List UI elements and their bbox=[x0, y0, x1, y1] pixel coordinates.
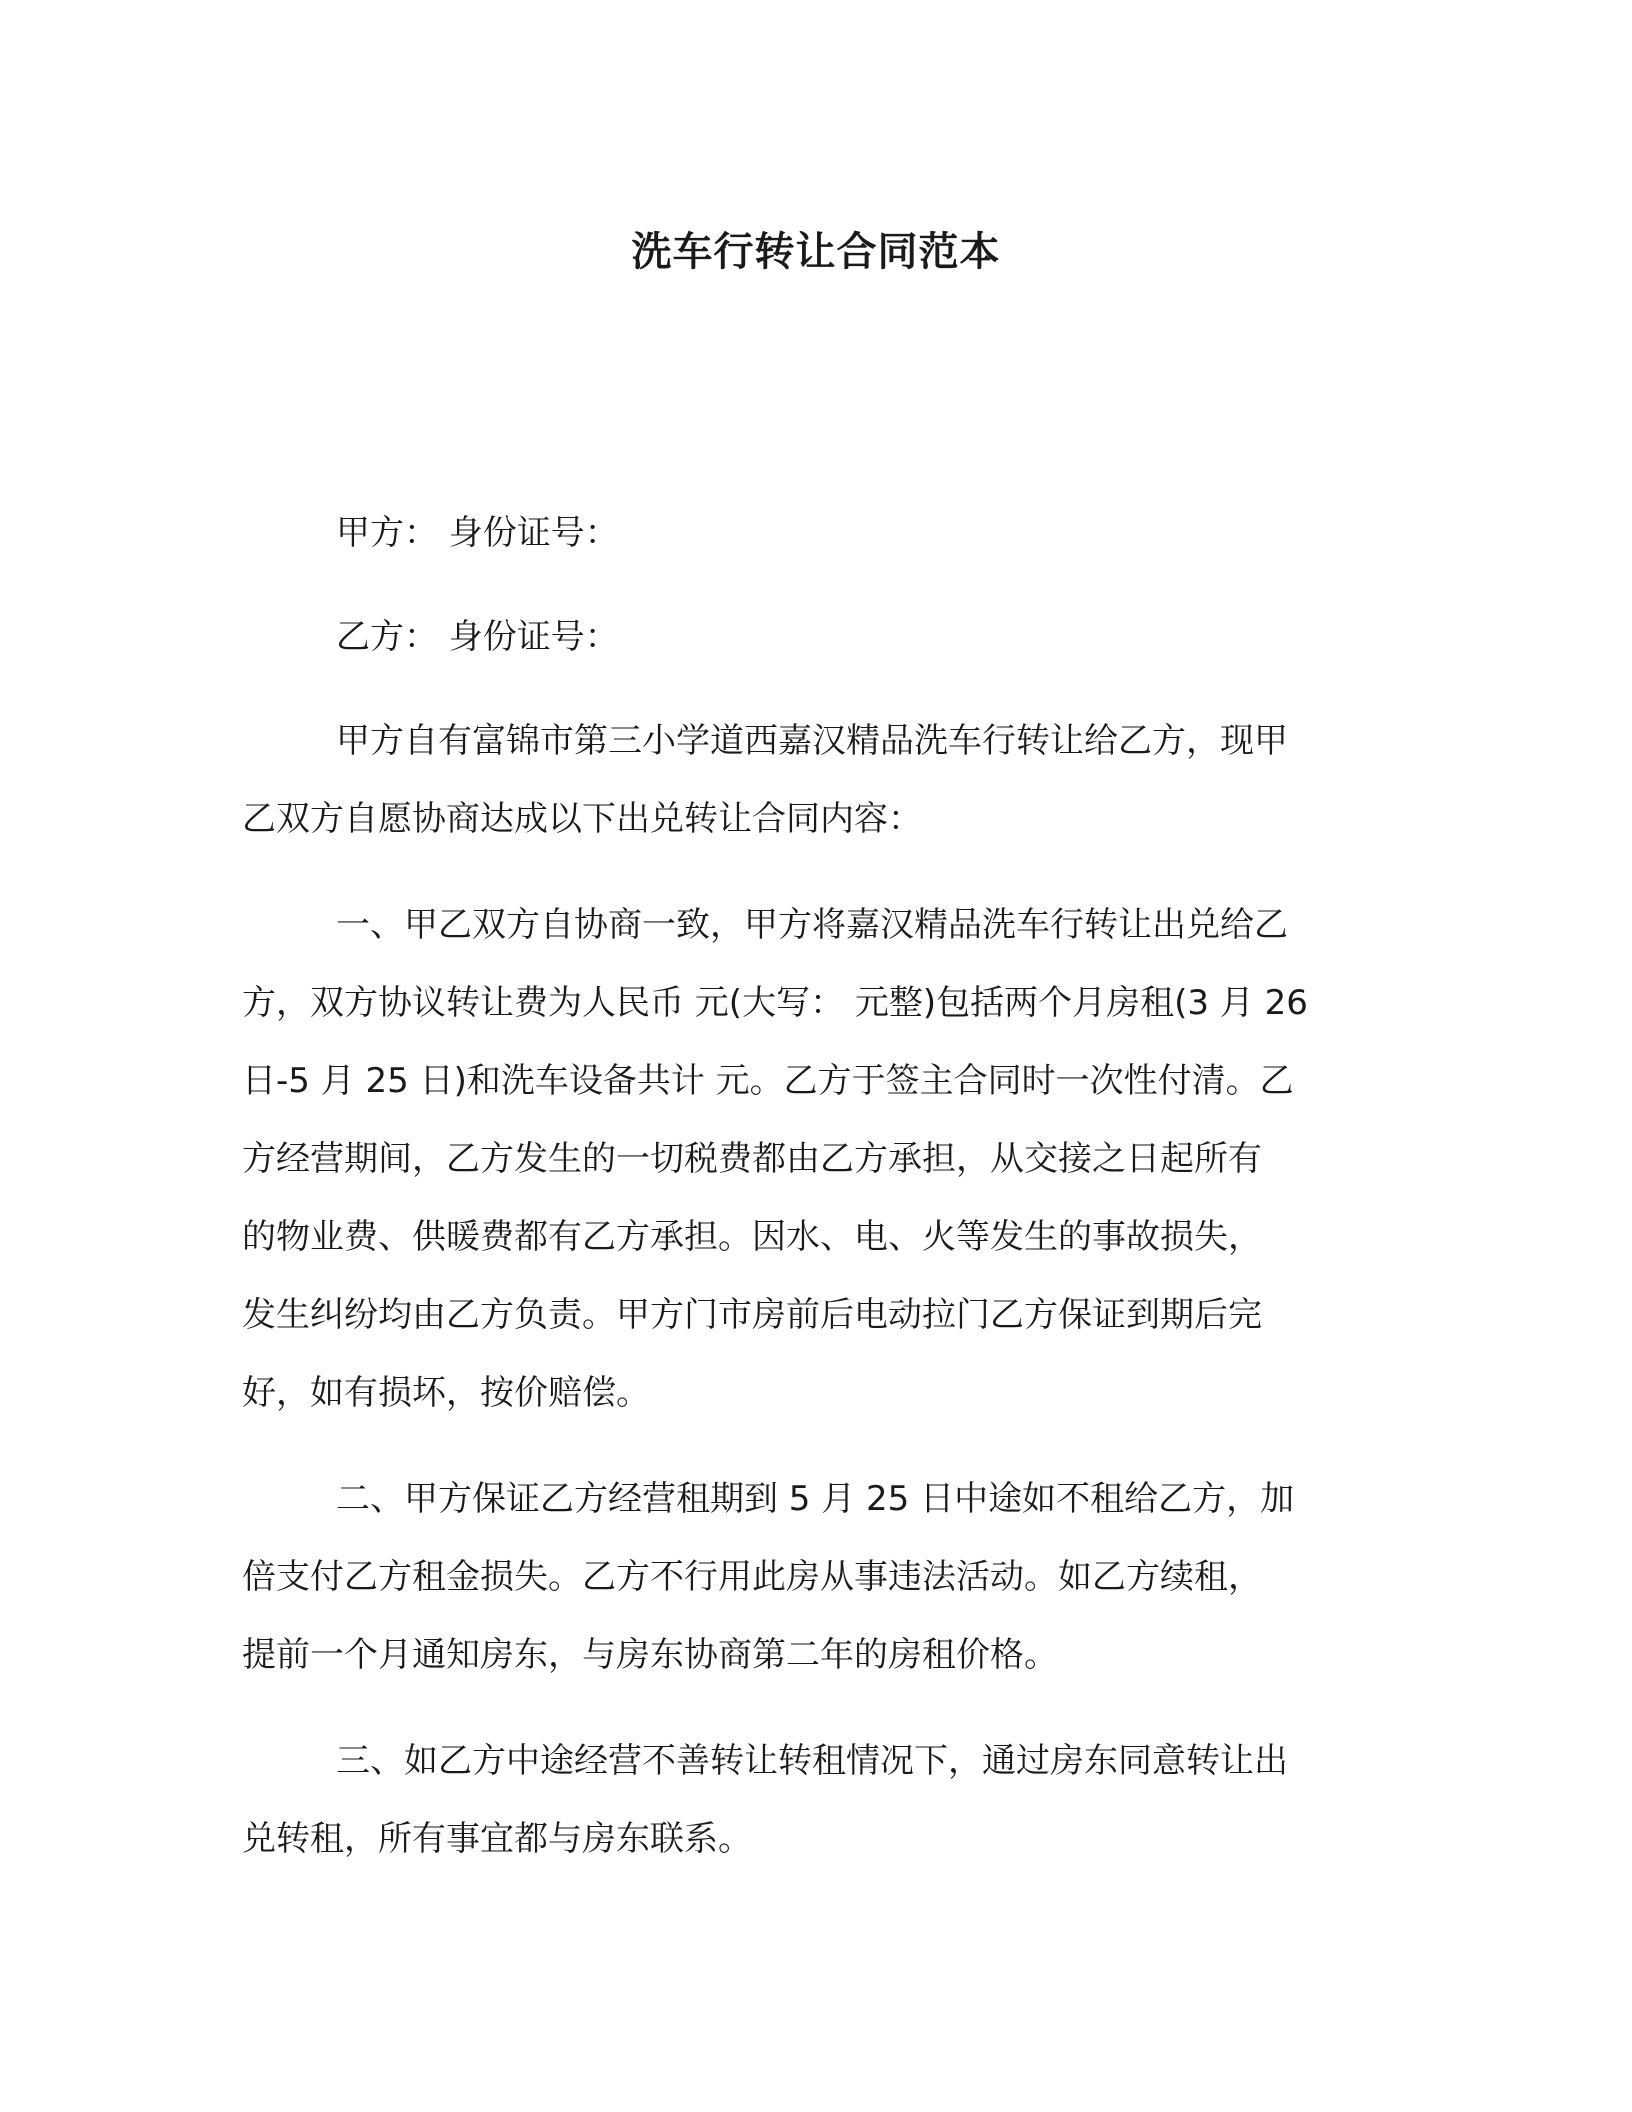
paragraph-line: 兑转租，所有事宜都与房东联系。 bbox=[242, 1819, 752, 1859]
paragraph-line: 甲方自有富锦市第三小学道西嘉汉精品洗车行转让给乙方，现甲 bbox=[336, 721, 1288, 761]
paragraph-line: 倍支付乙方租金损失。乙方不行用此房从事违法活动。如乙方续租， bbox=[242, 1557, 1262, 1597]
paragraph-line: 方经营期间，乙方发生的一切税费都由乙方承担，从交接之日起所有 bbox=[242, 1139, 1262, 1179]
paragraph-line: 提前一个月通知房东，与房东协商第二年的房租价格。 bbox=[242, 1635, 1058, 1675]
paragraph-line: 三、如乙方中途经营不善转让转租情况下，通过房东同意转让出 bbox=[336, 1741, 1288, 1781]
paragraph-line: 日-5 月 25 日)和洗车设备共计 元。乙方于签主合同时一次性付清。乙 bbox=[242, 1061, 1294, 1101]
document-body bbox=[242, 494, 1390, 1878]
paragraph-line: 乙双方自愿协商达成以下出兑转让合同内容： bbox=[242, 799, 922, 839]
party-b-line: 乙方： 身份证号： bbox=[336, 617, 619, 657]
paragraph-line: 方，双方协议转让费为人民币 元(大写： 元整)包括两个月房租(3 月 26 bbox=[242, 983, 1308, 1023]
paragraph-line: 一、甲乙双方自协商一致，甲方将嘉汉精品洗车行转让出兑给乙 bbox=[336, 905, 1288, 945]
paragraph-line: 好，如有损坏，按价赔偿。 bbox=[242, 1373, 650, 1413]
paragraph-line: 二、甲方保证乙方经营租期到 5 月 25 日中途如不租给乙方，加 bbox=[336, 1479, 1295, 1519]
clause-3-paragraph bbox=[242, 1722, 1390, 1878]
clause-1-paragraph bbox=[242, 886, 1390, 1432]
clause-2-paragraph bbox=[242, 1460, 1390, 1694]
paragraph-line: 发生纠纷均由乙方负责。甲方门市房前后电动拉门乙方保证到期后完 bbox=[242, 1295, 1262, 1335]
document-title: 洗车行转让合同范本 bbox=[631, 229, 1001, 275]
intro-paragraph bbox=[242, 702, 1390, 858]
party-a-line: 甲方： 身份证号： bbox=[336, 513, 619, 553]
paragraph-line: 的物业费、供暖费都有乙方承担。因水、电、火等发生的事故损失， bbox=[242, 1217, 1262, 1257]
